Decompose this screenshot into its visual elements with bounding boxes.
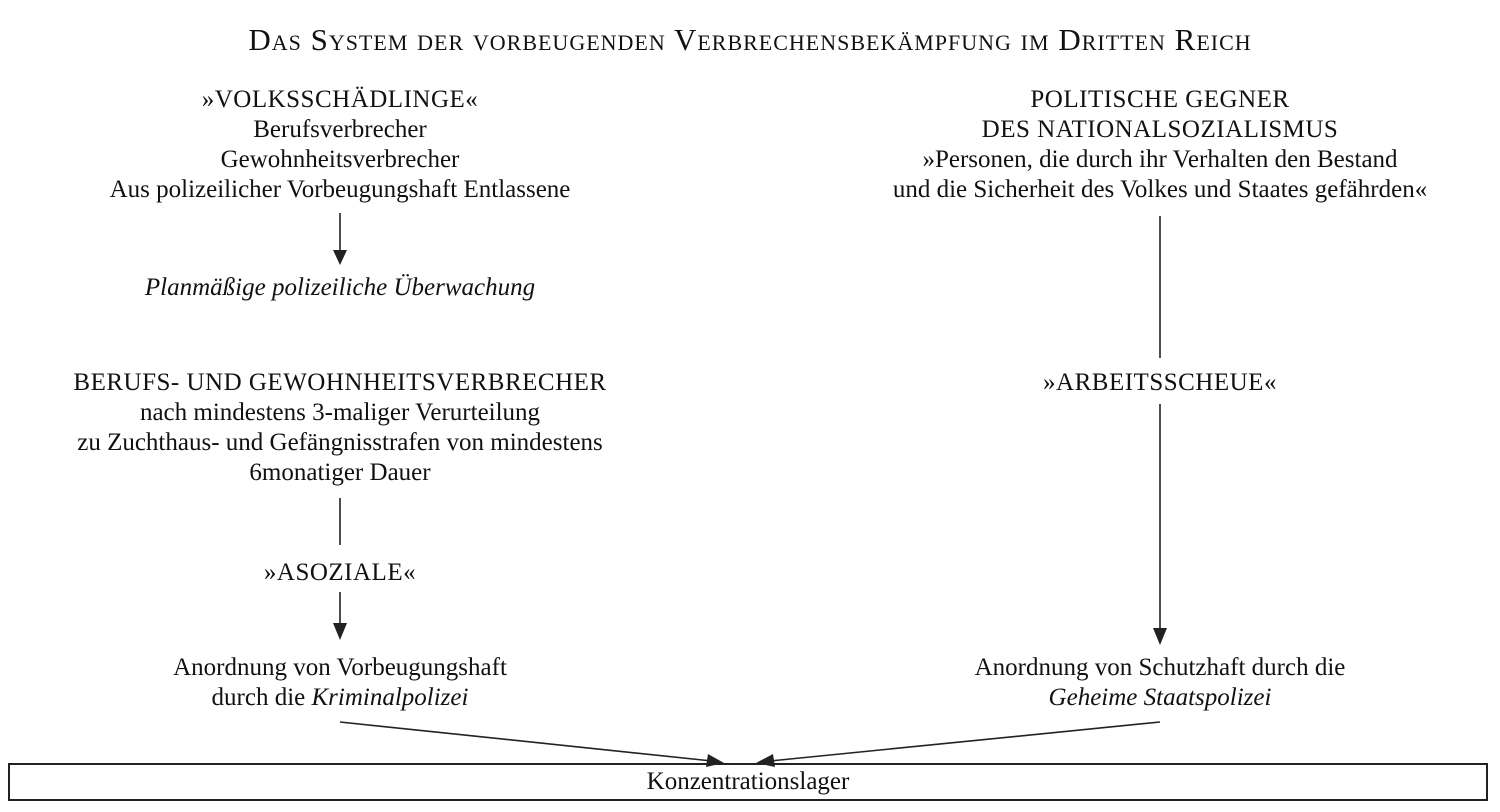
- konzentrationslager-box: [8, 763, 1488, 801]
- volksschaedlinge-heading: »VOLKSSCHÄDLINGE«: [201, 86, 479, 113]
- politische-gegner-line-2: und die Sicherheit des Volkes und Staates gefährden«: [892, 176, 1428, 203]
- politische-gegner-heading-2: DES NATIONALSOZIALISMUS: [981, 116, 1339, 143]
- konzentrationslager-label: Konzentrationslager: [646, 768, 850, 795]
- gestapo-text: Geheime Staatspolizei: [1048, 684, 1272, 711]
- berufsverbrecher-line-3: 6monatiger Dauer: [249, 459, 431, 486]
- berufsverbrecher-heading: BERUFS- UND GEWOHNHEITSVERBRECHER: [73, 369, 607, 396]
- arrowhead-ueberwachung: [333, 250, 347, 265]
- volksschaedlinge-line-1: Berufsverbrecher: [253, 116, 427, 143]
- volksschaedlinge-line-3: Aus polizeilicher Vorbeugungshaft Entlassene: [109, 176, 571, 203]
- ueberwachung-text: Planmäßige polizeiliche Überwachung: [144, 274, 536, 301]
- schutzhaft-line-1: Anordnung von Schutzhaft durch die: [974, 654, 1346, 681]
- vorbeugungshaft-prefix: durch die: [211, 684, 312, 711]
- volksschaedlinge-line-2: Gewohnheitsverbrecher: [220, 146, 460, 173]
- arrow-vorbeugungshaft-to-kz: [340, 722, 712, 761]
- arrowhead-schutzhaft: [1153, 628, 1167, 645]
- arrowhead-vorbeugungshaft: [333, 623, 347, 640]
- politische-gegner-heading-1: POLITISCHE GEGNER: [1030, 86, 1290, 113]
- arrow-schutzhaft-to-kz: [770, 722, 1160, 761]
- berufsverbrecher-line-2: zu Zuchthaus- und Gefängnisstrafen von mindestens: [77, 429, 603, 456]
- vorbeugungshaft-line-1: Anordnung von Vorbeugungshaft: [173, 654, 507, 681]
- politische-gegner-line-1: »Personen, die durch ihr Verhalten den Bestand: [922, 146, 1398, 173]
- berufsverbrecher-line-1: nach mindestens 3-maliger Verurteilung: [139, 399, 541, 426]
- kriminalpolizei-text: Kriminalpolizei: [311, 684, 469, 711]
- asoziale-text: »ASOZIALE«: [263, 559, 417, 586]
- diagram-title: Das System der vorbeugenden Verbrechensbekämpfung im Dritten Reich: [248, 22, 1252, 57]
- arbeitsscheue-text: »ARBEITSSCHEUE«: [1043, 369, 1277, 396]
